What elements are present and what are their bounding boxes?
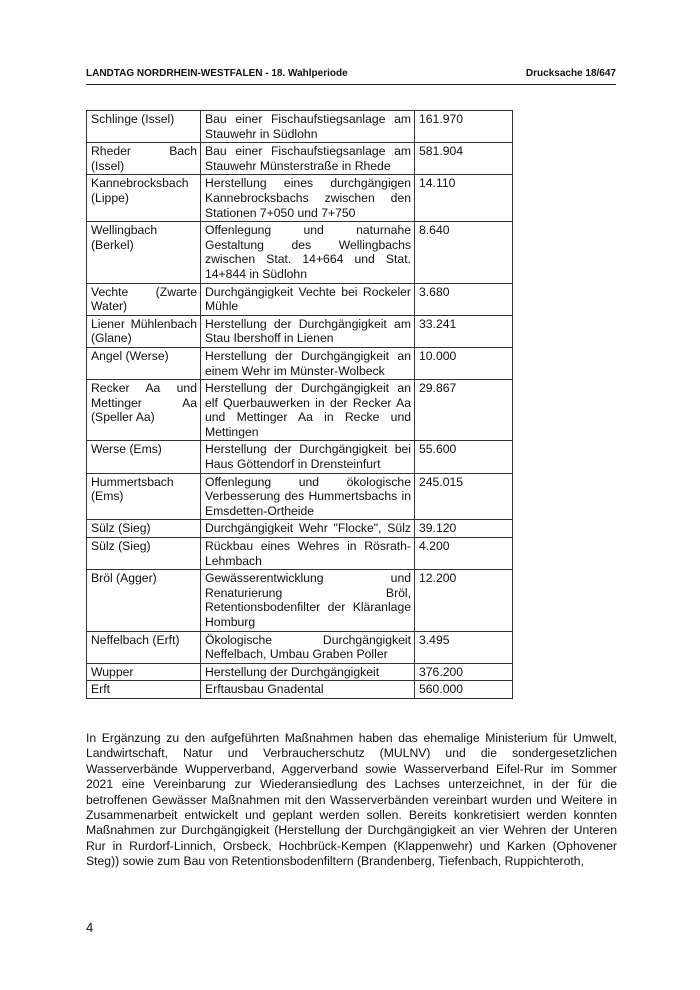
water-body-cell: Angel (Werse) (87, 347, 201, 379)
water-body-cell: Wellingbach (Berkel) (87, 222, 201, 283)
table-row (87, 143, 513, 175)
water-body-cell: Schlinge (Issel) (87, 111, 201, 143)
amount-cell: 161.970 (415, 111, 513, 143)
measure-cell: Herstellung der Durchgängigkeit an einem Wehr im Münster-Wolbeck (201, 347, 415, 379)
amount-cell: 3.680 (415, 283, 513, 315)
amount-cell: 560.000 (415, 681, 513, 699)
measure-cell: Durchgängigkeit Wehr "Flocke", Sülz (201, 520, 415, 538)
amount-cell: 376.200 (415, 663, 513, 681)
water-body-cell: Sülz (Sieg) (87, 538, 201, 570)
table-row (87, 380, 513, 441)
measure-cell: Durchgängigkeit Vechte bei Rockeler Mühle (201, 283, 415, 315)
measure-cell: Offenlegung und naturnahe Gestaltung des Wellingbachs zwischen Stat. 14+664 und Stat. 14+844 in Südlohn (201, 222, 415, 283)
measure-cell: Bau einer Fischaufstiegsanlage am Stauwehr Münsterstraße in Rhede (201, 143, 415, 175)
measure-cell: Ökologische Durchgängigkeit Neffelbach, Umbau Graben Poller (201, 631, 415, 663)
table-row (87, 347, 513, 379)
water-body-cell: Hummertsbach (Ems) (87, 473, 201, 520)
table-row (87, 570, 513, 631)
amount-cell: 39.120 (415, 520, 513, 538)
table-row (87, 315, 513, 347)
page-number: 4 (86, 920, 94, 935)
table-row (87, 538, 513, 570)
water-body-cell: Wupper (87, 663, 201, 681)
measure-cell: Herstellung der Durchgängigkeit an elf Querbauwerken in der Recker Aa und Mettinger Aa in Recke und Mettingen (201, 380, 415, 441)
table-row (87, 520, 513, 538)
table-row (87, 175, 513, 222)
measure-cell: Gewässerentwicklung und Renaturierung Bröl, Retentionsbodenfilter der Kläranlage Homburg (201, 570, 415, 631)
water-body-cell: Erft (87, 681, 201, 699)
amount-cell: 33.241 (415, 315, 513, 347)
measure-cell: Bau einer Fischaufstiegsanlage am Stauwehr in Südlohn (201, 111, 415, 143)
measure-cell: Offenlegung und ökologische Verbesserung des Hummertsbachs in Emsdetten-Ortheide (201, 473, 415, 520)
header-parliament: LANDTAG NORDRHEIN-WESTFALEN - 18. Wahlperiode (86, 68, 348, 79)
table-row (87, 631, 513, 663)
amount-cell: 8.640 (415, 222, 513, 283)
measure-cell: Erftausbau Gnadental (201, 681, 415, 699)
water-body-cell: Rheder Bach (Issel) (87, 143, 201, 175)
table-row (87, 473, 513, 520)
table-row (87, 222, 513, 283)
water-body-cell: Sülz (Sieg) (87, 520, 201, 538)
body-paragraph: In Ergänzung zu den aufgeführten Maßnahmen haben das ehemalige Ministerium für Umwelt, Landwirtschaft, Natur und Verbraucherschutz (MULNV) und die sondergesetzlichen Wasserverbände Wupperverband, Aggerverband sowie Wasserverband Eifel-Rur im Sommer 2021 eine Vereinbarung zur Wiederansiedlung des Lachses unterzeichnet, in der für die betroffenen Gewässer Maßnahmen mit den Wasserverbänden vereinbart wurden und Weitere in Zusammenarbeit entwickelt und geplant werden sollen. Bereits konkretisiert werden konnten Maßnahmen zur Durchgängigkeit (Herstellung der Durchgängigkeit an vier Wehren der Unteren Rur in Rurdorf-Linnich, Orsbeck, Hochbrück-Kempen (Klappenwehr) und Karken (Ophovener Steg)) sowie zum Bau von Retentionsbodenfiltern (Brandenberg, Tiefenbach, Ruppichteroth, (86, 731, 617, 869)
measure-cell: Herstellung der Durchgängigkeit bei Haus Göttendorf in Drensteinfurt (201, 441, 415, 473)
table-row (87, 681, 513, 699)
amount-cell: 10.000 (415, 347, 513, 379)
amount-cell: 3.495 (415, 631, 513, 663)
amount-cell: 12.200 (415, 570, 513, 631)
amount-cell: 245.015 (415, 473, 513, 520)
water-body-cell: Neffelbach (Erft) (87, 631, 201, 663)
header-document-number: Drucksache 18/647 (525, 68, 616, 79)
amount-cell: 581.904 (415, 143, 513, 175)
water-body-cell: Kannebrocksbach (Lippe) (87, 175, 201, 222)
amount-cell: 4.200 (415, 538, 513, 570)
water-body-cell: Werse (Ems) (87, 441, 201, 473)
measure-cell: Herstellung der Durchgängigkeit (201, 663, 415, 681)
water-body-cell: Bröl (Agger) (87, 570, 201, 631)
water-body-cell: Vechte (Zwarte Water) (87, 283, 201, 315)
amount-cell: 29.867 (415, 380, 513, 441)
water-body-cell: Recker Aa und Mettinger Aa (Speller Aa) (87, 380, 201, 441)
table-row (87, 111, 513, 143)
water-body-cell: Liener Mühlenbach (Glane) (87, 315, 201, 347)
measure-cell: Herstellung eines durchgängigen Kannebrocksbachs zwischen den Stationen 7+050 und 7+750 (201, 175, 415, 222)
amount-cell: 14.110 (415, 175, 513, 222)
measure-cell: Herstellung der Durchgängigkeit am Stau Ibershoff in Lienen (201, 315, 415, 347)
header-rule (86, 84, 616, 85)
measures-table (86, 110, 513, 699)
table-row (87, 441, 513, 473)
measure-cell: Rückbau eines Wehres in Rösrath-Lehmbach (201, 538, 415, 570)
amount-cell: 55.600 (415, 441, 513, 473)
table-row (87, 663, 513, 681)
table-row (87, 283, 513, 315)
